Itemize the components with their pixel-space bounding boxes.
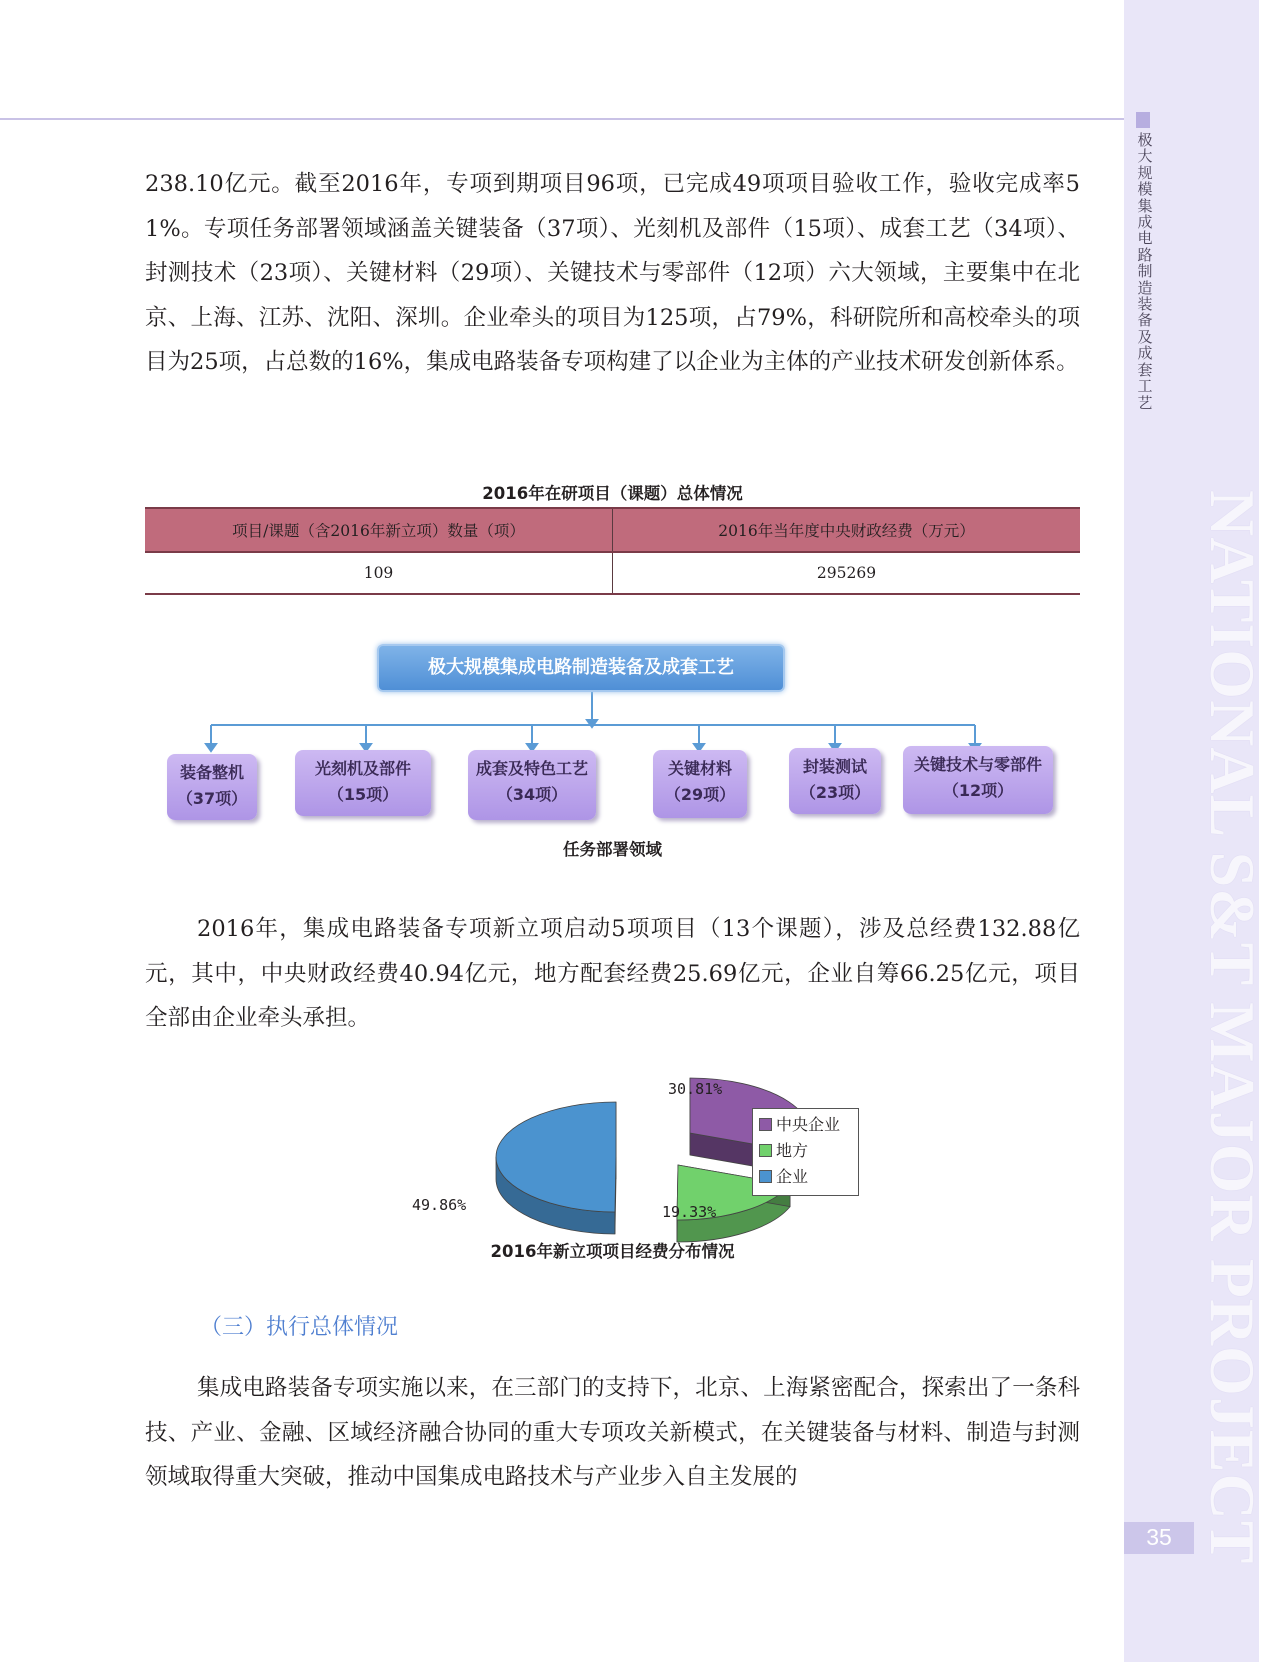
summary-table xyxy=(145,507,1080,595)
org-node-name: 封装测试 xyxy=(802,757,867,776)
org-node-lithography xyxy=(295,750,431,816)
legend-swatch xyxy=(759,1118,772,1131)
paragraph-2: 2016年，集成电路装备专项新立项启动5项项目（13个课题），涉及总经费132.88亿元，其中，中央财政经费40.94亿元，地方配套经费25.69亿元，企业自筹66.25亿元，项目全部由企业牵头承担。 xyxy=(145,916,1080,1031)
table-header-cell: 2016年当年度中央财政经费（万元） xyxy=(613,508,1081,552)
table-cell: 109 xyxy=(145,552,613,594)
pie-legend xyxy=(752,1108,859,1196)
legend-swatch xyxy=(759,1170,772,1183)
header-rule xyxy=(0,118,1124,120)
org-chart-caption: 任务部署领域 xyxy=(563,840,662,859)
pie-slice-2 xyxy=(496,1102,616,1234)
table-cell: 295269 xyxy=(613,552,1081,594)
org-node-name: 关键技术与零部件 xyxy=(913,755,1042,774)
pie-chart-caption: 2016年新立项项目经费分布情况 xyxy=(490,1242,735,1261)
org-node-process xyxy=(468,750,596,820)
org-node-materials xyxy=(653,750,747,818)
org-node-count: （29项） xyxy=(664,785,736,804)
table-header-row xyxy=(145,508,1080,552)
org-node-name: 光刻机及部件 xyxy=(314,759,411,778)
pie-label-local: 19.33% xyxy=(662,1203,717,1221)
paragraph-3: 集成电路装备专项实施以来，在三部门的支持下，北京、上海紧密配合，探索出了一条科技、产业、金融、区域经济融合协同的重大专项攻关新模式，在关键装备与材料、制造与封测领域取得重大突破，推动中国集成电路技术与产业步入自主发展的 xyxy=(145,1375,1080,1490)
section-heading: （三）执行总体情况 xyxy=(200,1315,399,1340)
legend-label: 中央企业 xyxy=(776,1115,841,1134)
table-row xyxy=(145,552,1080,594)
running-title: 极大规模集成电路制造装备及成套工艺 xyxy=(1137,131,1153,412)
org-node-count: （15项） xyxy=(327,785,399,804)
legend-label: 企业 xyxy=(776,1167,809,1186)
org-node-components xyxy=(903,746,1053,814)
org-node-count: （23项） xyxy=(799,783,871,802)
legend-label: 地方 xyxy=(776,1141,809,1160)
legend-item xyxy=(759,1166,808,1188)
legend-item xyxy=(759,1114,840,1136)
series-watermark: NATIONAL S&T MAJOR PROJECT xyxy=(1197,490,1268,1565)
org-chart xyxy=(145,640,1080,830)
org-node-count: （34项） xyxy=(496,785,568,804)
pie-label-enterprise: 49.86% xyxy=(412,1196,467,1214)
org-node-name: 关键材料 xyxy=(667,759,732,778)
org-node-count: （37项） xyxy=(176,789,248,808)
table-header-cell: 项目/课题（含2016年新立项）数量（项） xyxy=(145,508,613,552)
legend-item xyxy=(759,1140,808,1162)
org-node-packaging xyxy=(789,748,881,814)
paragraph-1: 238.10亿元。截至2016年，专项到期项目96项，已完成49项项目验收工作，验收完成率51%。专项任务部署领域涵盖关键装备（37项）、光刻机及部件（15项）、成套工艺（34项）、封测技术（23项）、关键材料（29项）、关键技术与零部件（12项）六大领域，主要集中在北京、上海、江苏、沈阳、深圳。企业牵头的项目为125项，占79%，科研院所和高校牵头的项目为25项，占总数的16%，集成电路装备专项构建了以企业为主体的产业技术研发创新体系。 xyxy=(145,171,1080,375)
org-node-name: 成套及特色工艺 xyxy=(475,759,588,778)
pie-label-central: 30.81% xyxy=(668,1080,723,1098)
org-node-name: 装备整机 xyxy=(179,763,244,782)
org-root-node: 极大规模集成电路制造装备及成套工艺 xyxy=(377,644,785,692)
page-number: 35 xyxy=(1146,1524,1172,1550)
org-node-count: （12项） xyxy=(942,781,1014,800)
legend-swatch xyxy=(759,1144,772,1157)
table-caption: 2016年在研项目（课题）总体情况 xyxy=(482,484,743,503)
side-marker xyxy=(1136,112,1150,128)
org-node-equipment xyxy=(167,754,257,820)
